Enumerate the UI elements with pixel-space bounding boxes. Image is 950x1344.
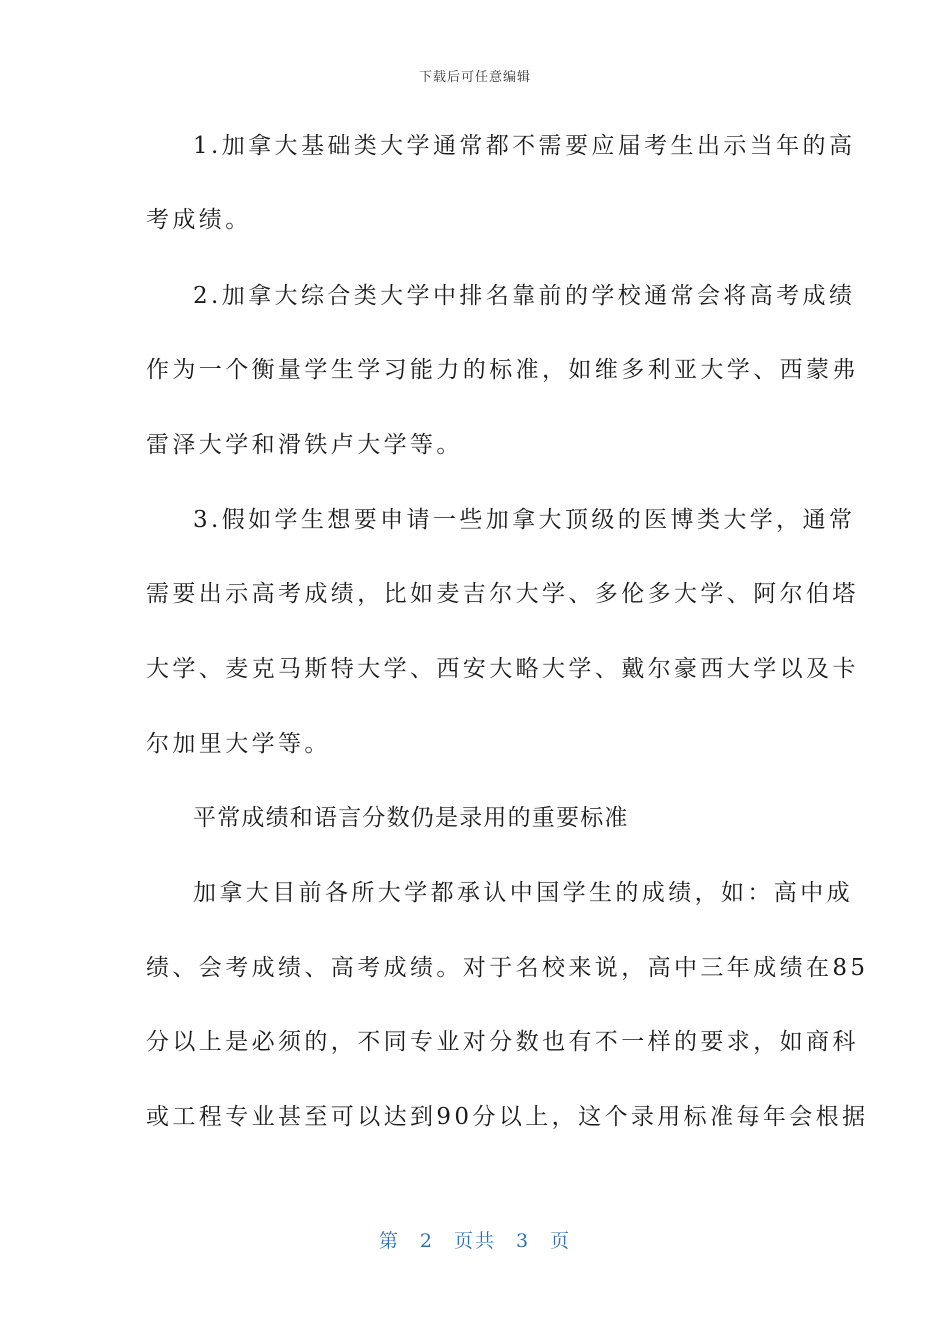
paragraph-4-line-3: 分以上是必须的，不同专业对分数也有不一样的要求，如商科: [146, 1029, 859, 1055]
paragraph-2-line-3: 雷泽大学和滑铁卢大学等。: [146, 432, 463, 458]
footer-page-number: 2: [419, 1230, 434, 1252]
paragraph-3-line-2: 需要出示高考成绩，比如麦吉尔大学、多伦多大学、阿尔伯塔: [146, 581, 859, 607]
footer-suffix: 页: [550, 1230, 572, 1252]
paragraph-3-line-1: 3.假如学生想要申请一些加拿大顶级的医博类大学，通常: [193, 507, 856, 533]
page-footer: [0, 1226, 950, 1253]
paragraph-4-line-4: 或工程专业甚至可以达到90分以上，这个录用标准每年会根据: [146, 1104, 869, 1130]
paragraph-4-line-2: 绩、会考成绩、高考成绩。对于名校来说，高中三年成绩在85: [146, 955, 869, 981]
section-heading: 平常成绩和语言分数仍是录用的重要标准: [193, 805, 629, 831]
paragraph-1-line-2: 考成绩。: [146, 207, 252, 233]
paragraph-2-line-1: 2.加拿大综合类大学中排名靠前的学校通常会将高考成绩: [193, 283, 856, 309]
paragraph-3-line-3: 大学、麦克马斯特大学、西安大略大学、戴尔豪西大学以及卡: [146, 656, 859, 682]
paragraph-1-line-1: 1.加拿大基础类大学通常都不需要应届考生出示当年的高: [193, 133, 856, 159]
footer-total-pages: 3: [516, 1230, 531, 1252]
paragraph-2-line-2: 作为一个衡量学生学习能力的标准，如维多利亚大学、西蒙弗: [146, 357, 859, 383]
paragraph-3-line-4: 尔加里大学等。: [146, 731, 331, 757]
paragraph-4-line-1: 加拿大目前各所大学都承认中国学生的成绩，如：高中成: [193, 880, 853, 906]
page-header: 下载后可任意编辑: [418, 70, 531, 85]
footer-middle: 页共: [453, 1230, 496, 1252]
footer-prefix: 第: [378, 1230, 400, 1252]
